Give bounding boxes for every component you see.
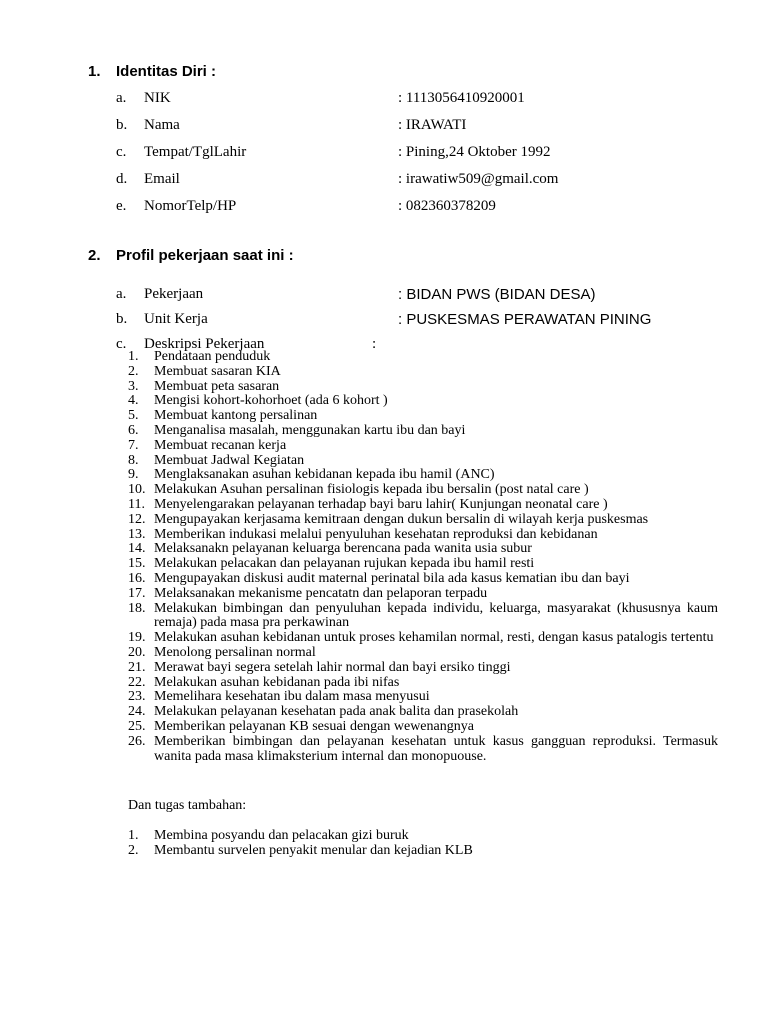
field-value: : IRAWATI <box>398 117 467 133</box>
item-number: 3. <box>128 378 139 394</box>
item-number: 2. <box>128 363 139 379</box>
list-item <box>128 483 718 498</box>
item-number: 21. <box>128 659 146 675</box>
item-number: 19. <box>128 630 146 646</box>
field-label: Nama <box>144 117 180 133</box>
section-title: Profil pekerjaan saat ini : <box>116 247 294 264</box>
item-number: 16. <box>128 570 146 586</box>
item-number: 1. <box>128 349 139 364</box>
field-nama <box>116 117 716 137</box>
field-pekerjaan <box>116 286 716 306</box>
list-item <box>128 350 718 365</box>
field-value: : irawatiw509@gmail.com <box>398 171 559 187</box>
additional-duties-list <box>128 828 718 858</box>
item-text: Melakukan pelayanan kesehatan pada anak balita dan prasekolah <box>154 704 519 720</box>
item-number: 22. <box>128 674 146 690</box>
field-label: NIK <box>144 90 171 106</box>
list-item <box>128 735 718 765</box>
list-item <box>128 690 718 705</box>
list-item <box>128 498 718 513</box>
job-description-list <box>128 350 718 764</box>
item-text: Mengupayakan diskusi audit maternal perinatal bila ada kasus kematian ibu dan bayi <box>154 570 630 586</box>
field-value: : BIDAN PWS (BIDAN DESA) <box>398 286 596 303</box>
item-text: Memberikan bimbingan dan pelayanan kesehatan untuk kasus gangguan reproduksi. Termasuk wanita pada masa klimaksterium internal dan monopuouse. <box>154 733 718 764</box>
field-tempat-tgl-lahir <box>116 144 716 164</box>
list-item <box>128 468 718 483</box>
item-text: Memberikan pelayanan KB sesuai dengan wewenangnya <box>154 718 474 734</box>
field-letter: a. <box>116 90 127 106</box>
item-number: 24. <box>128 704 146 720</box>
list-item <box>128 557 718 572</box>
item-number: 7. <box>128 437 139 453</box>
item-text: Membantu survelen penyakit menular dan kejadian KLB <box>154 843 473 858</box>
list-item <box>128 587 718 602</box>
item-text: Pendataan penduduk <box>154 349 271 364</box>
list-item <box>128 380 718 395</box>
item-number: 4. <box>128 393 139 409</box>
list-item <box>128 454 718 469</box>
field-unit-kerja <box>116 311 716 331</box>
list-item <box>128 513 718 528</box>
list-item <box>128 528 718 543</box>
item-text: Membuat Jadwal Kegiatan <box>154 452 305 468</box>
field-value: : PUSKESMAS PERAWATAN PINING <box>398 311 652 328</box>
item-text: Menglaksanakan asuhan kebidanan kepada ibu hamil (ANC) <box>154 467 495 483</box>
field-label: Tempat/TglLahir <box>144 144 247 160</box>
item-number: 23. <box>128 689 146 705</box>
list-item <box>128 661 718 676</box>
item-number: 14. <box>128 541 146 557</box>
list-item <box>128 646 718 661</box>
list-item <box>128 720 718 735</box>
item-text: Membuat sasaran KIA <box>154 363 281 379</box>
item-number: 2. <box>128 843 139 858</box>
field-letter: a. <box>116 286 127 302</box>
item-number: 12. <box>128 511 146 527</box>
section-number: 2. <box>88 247 101 264</box>
field-email <box>116 171 716 191</box>
item-number: 11. <box>128 496 145 512</box>
list-item <box>128 542 718 557</box>
item-text: Menyelengarakan pelayanan terhadap bayi baru lahir( Kunjungan neonatal care ) <box>154 496 608 512</box>
list-item <box>128 409 718 424</box>
item-number: 20. <box>128 644 146 660</box>
field-letter: e. <box>116 198 127 214</box>
field-letter: d. <box>116 171 128 187</box>
field-nik <box>116 90 716 110</box>
additional-duties-heading: Dan tugas tambahan: <box>128 798 247 813</box>
list-item <box>128 365 718 380</box>
item-text: Membuat peta sasaran <box>154 378 280 394</box>
list-item <box>128 705 718 720</box>
item-text: Membuat kantong persalinan <box>154 408 318 424</box>
field-value: : Pining,24 Oktober 1992 <box>398 144 551 160</box>
field-letter: c. <box>116 144 127 160</box>
item-number: 15. <box>128 556 146 572</box>
item-number: 6. <box>128 422 139 438</box>
field-letter: b. <box>116 117 128 133</box>
section-identitas-heading <box>88 63 216 80</box>
list-item <box>128 439 718 454</box>
field-value: : <box>372 336 377 352</box>
section-title: Identitas Diri : <box>116 63 217 80</box>
item-number: 13. <box>128 526 146 542</box>
item-number: 17. <box>128 585 146 601</box>
field-letter: c. <box>116 336 127 352</box>
list-item <box>128 843 718 858</box>
item-number: 9. <box>128 467 139 483</box>
item-text: Melaksanakn pelayanan keluarga berencana pada wanita usia subur <box>154 541 532 557</box>
list-item <box>128 424 718 439</box>
item-text: Menganalisa masalah, menggunakan kartu ibu dan bayi <box>154 422 466 438</box>
item-text: Melakukan asuhan kebidanan pada ibi nifas <box>154 674 400 690</box>
item-number: 10. <box>128 482 146 498</box>
item-text: Memelihara kesehatan ibu dalam masa menyusui <box>154 689 430 705</box>
field-letter: b. <box>116 311 128 327</box>
list-item <box>128 676 718 691</box>
item-number: 26. <box>128 733 146 749</box>
field-value: : 082360378209 <box>398 198 496 214</box>
list-item <box>128 828 718 843</box>
field-value: : 1113056410920001 <box>398 90 525 106</box>
item-number: 1. <box>128 828 139 843</box>
item-text: Membina posyandu dan pelacakan gizi buruk <box>154 828 409 843</box>
item-number: 25. <box>128 718 146 734</box>
field-label: Deskripsi Pekerjaan <box>144 336 265 352</box>
list-item <box>128 631 718 646</box>
item-text: Menolong persalinan normal <box>154 644 316 660</box>
item-text: Melakukan asuhan kebidanan untuk proses kehamilan normal, resti, dengan kasus patalogis tertentu <box>154 630 714 646</box>
item-text: Melakukan bimbingan dan penyuluhan kepada individu, keluarga, masyarakat (khususnya kaum remaja) pada masa pra perkawinan <box>154 600 718 631</box>
field-label: Pekerjaan <box>144 286 204 302</box>
section-number: 1. <box>88 63 101 80</box>
field-label: NomorTelp/HP <box>144 198 237 214</box>
item-text: Mengupayakan kerjasama kemitraan dengan dukun bersalin di wilayah kerja puskesmas <box>154 511 649 527</box>
item-text: Melaksanakan mekanisme pencatatn dan pelaporan terpadu <box>154 585 488 601</box>
item-text: Membuat recanan kerja <box>154 437 287 453</box>
list-item <box>128 394 718 409</box>
field-telepon <box>116 198 716 218</box>
item-text: Melakukan pelacakan dan pelayanan rujukan kepada ibu hamil resti <box>154 556 535 572</box>
item-text: Memberikan indukasi melalui penyuluhan kesehatan reproduksi dan kebidanan <box>154 526 598 542</box>
list-item <box>128 572 718 587</box>
item-number: 18. <box>128 600 146 616</box>
field-label: Unit Kerja <box>144 311 208 327</box>
list-item <box>128 602 718 632</box>
item-text: Mengisi kohort-kohorhoet (ada 6 kohort ) <box>154 393 388 409</box>
item-text: Melakukan Asuhan persalinan fisiologis kepada ibu bersalin (post natal care ) <box>154 482 589 498</box>
field-label: Email <box>144 171 180 187</box>
item-text: Merawat bayi segera setelah lahir normal dan bayi ersiko tinggi <box>154 659 511 675</box>
item-number: 8. <box>128 452 139 468</box>
section-profil-heading <box>88 247 294 264</box>
item-number: 5. <box>128 408 139 424</box>
